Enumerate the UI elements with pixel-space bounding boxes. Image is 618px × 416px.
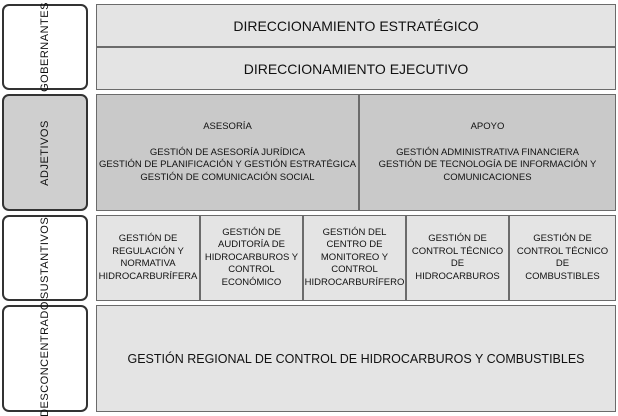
cell-line: CONTROL: [331, 264, 378, 276]
desconcentrado-label-box: [2, 300, 88, 416]
gobernantes-label-box: [2, 4, 88, 90]
cell-line: HIDROCARBURÍFERA: [98, 270, 198, 282]
cell-line: GESTIÓN DE: [222, 226, 281, 238]
cell-line: GESTIÓN DE: [428, 233, 487, 244]
cell-line: DE HIDROCARBUROS: [415, 258, 500, 282]
asesoria-box: [96, 94, 359, 211]
apoyo-line: COMUNICACIONES: [443, 171, 532, 183]
cell-line: GESTIÓN DE: [533, 233, 592, 244]
cell-line: MONITOREO Y: [320, 251, 389, 263]
apoyo-box: [359, 94, 616, 211]
asesoria-line: GESTIÓN DE PLANIFICACIÓN Y GESTIÓN ESTRATÉGICA: [98, 159, 357, 170]
adjetivos-label-box: [2, 94, 88, 211]
cell-line: AUDITORÍA DE: [218, 239, 285, 251]
sustantivos-label: SUSTANTIVOS: [39, 216, 51, 300]
asesoria-line: GESTIÓN DE ASESORÍA JURÍDICA: [149, 146, 306, 158]
adjetivos-label: ADJETIVOS: [39, 119, 51, 186]
direccionamiento-estrategico-text: DIRECCIONAMIENTO ESTRATÉGICO: [233, 17, 479, 34]
cell-line: GESTIÓN DE: [118, 233, 178, 244]
direccionamiento-estrategico-box: [96, 4, 616, 47]
direccionamiento-ejecutivo-text: DIRECCIONAMIENTO EJECUTIVO: [243, 60, 469, 77]
cell-line: NORMATIVA: [120, 258, 176, 269]
direccionamiento-ejecutivo-box: [96, 47, 616, 90]
cell-line: HIDROCARBUROS Y: [204, 251, 299, 263]
cell-line: CONTROL TÉCNICO: [411, 245, 504, 257]
cell-line: GESTIÓN DEL: [322, 226, 387, 238]
gestion-regional-text: GESTIÓN REGIONAL DE CONTROL DE HIDROCARBUROS Y COMBUSTIBLES: [127, 351, 585, 366]
centro-monitoreo-box: [303, 215, 406, 301]
asesoria-title: ASESORÍA: [203, 121, 252, 132]
cell-line: ECONÓMICO: [221, 276, 282, 288]
control-tecnico-hidrocarburos-box: [406, 215, 509, 301]
control-tecnico-combustibles-box: [509, 215, 616, 301]
cell-line: CONTROL TÉCNICO DE: [516, 245, 609, 269]
apoyo-line: GESTIÓN ADMINISTRATIVA FINANCIERA: [396, 146, 579, 158]
gestion-regional-box: [96, 305, 616, 412]
gobernantes-label: GOBERNANTES: [39, 2, 51, 92]
apoyo-line: GESTIÓN DE TECNOLOGÍA DE INFORMACIÓN Y: [378, 159, 597, 170]
sustantivos-label-box: [2, 215, 88, 301]
cell-line: REGULACIÓN Y: [112, 245, 184, 257]
cell-line: HIDROCARBURÍFERO: [304, 276, 405, 288]
cell-line: COMBUSTIBLES: [525, 270, 600, 282]
apoyo-title: APOYO: [470, 121, 505, 132]
cell-line: CONTROL: [228, 264, 275, 276]
asesoria-line: GESTIÓN DE COMUNICACIÓN SOCIAL: [140, 171, 315, 183]
regulacion-normativa-box: [96, 215, 200, 301]
auditoria-hidrocarburos-box: [200, 215, 303, 301]
desconcentrado-label: DESCONCENTRADO: [39, 300, 51, 416]
cell-line: CENTRO DE: [326, 239, 383, 251]
